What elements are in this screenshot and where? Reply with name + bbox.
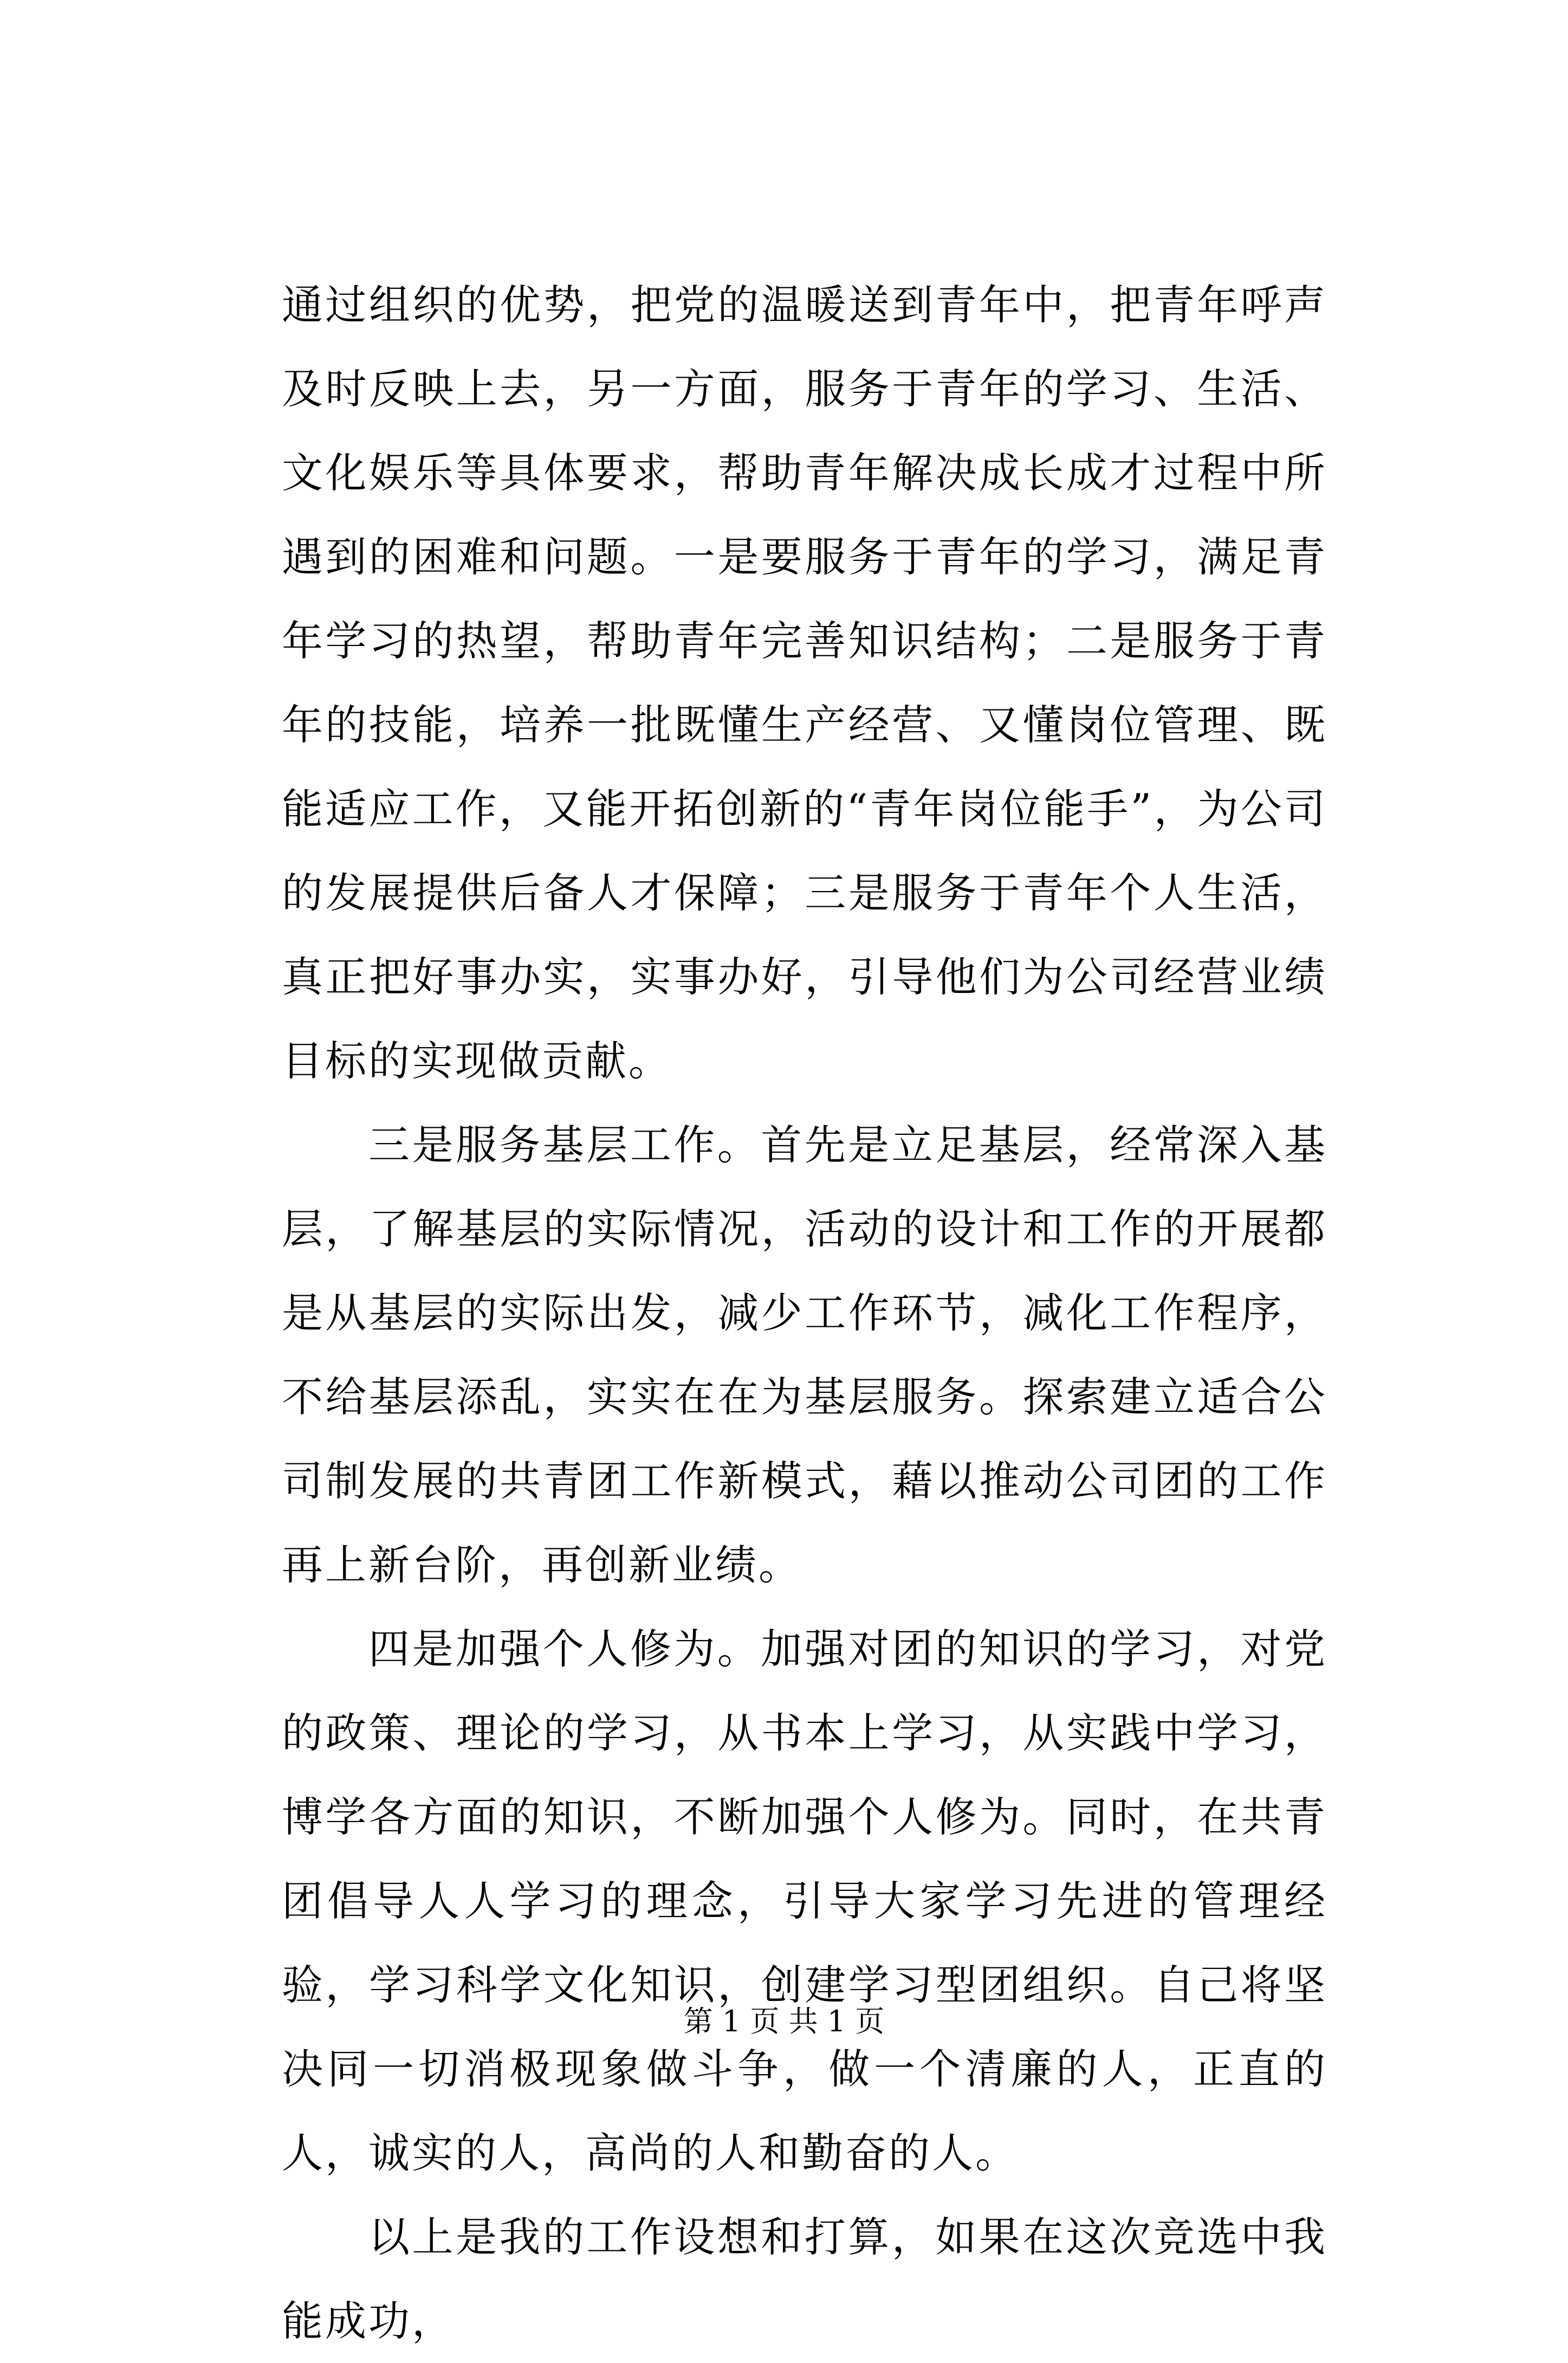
paragraph-4: 以上是我的工作设想和打算，如果在这次竞选中我能成功，	[282, 2213, 1327, 2345]
document-body	[282, 263, 1327, 2363]
paragraph-3: 四是加强个人修为。加强对团的知识的学习，对党的政策、理论的学习，从书本上学习，从实践中学习，博学各方面的知识，不断加强个人修为。同时，在共青团倡导人人学习的理念，引导大家学习先进的管理经验，学习科学文化知识，创建学习型团组织。自己将坚决同一切消极现象做斗争，做一个清廉的人，正直的人，诚实的人，高尚的人和勤奋的人。	[282, 1625, 1327, 2177]
paragraph-2: 三是服务基层工作。首先是立足基层，经常深入基层，了解基层的实际情况，活动的设计和工作的开展都是从基层的实际出发，减少工作环节，减化工作程序，不给基层添乱，实实在在为基层服务。探索建立适合公司制发展的共青团工作新模式，藉以推动公司团的工作再上新台阶，再创新业绩。	[282, 1121, 1327, 1589]
paragraph-1: 通过组织的优势，把党的温暖送到青年中，把青年呼声及时反映上去，另一方面，服务于青年的学习、生活、文化娱乐等具体要求，帮助青年解决成长成才过程中所遇到的困难和问题。一是要服务于青年的学习，满足青年学习的热望，帮助青年完善知识结构；二是服务于青年的技能，培养一批既懂生产经营、又懂岗位管理、既能适应工作，又能开拓创新的“青年岗位能手”，为公司的发展提供后备人才保障；三是服务于青年个人生活，真正把好事办实，实事办好，引导他们为公司经营业绩目标的实现做贡献。	[282, 281, 1327, 1085]
page-number-label: 第 1 页 共 1 页	[683, 2004, 885, 2038]
page-footer	[0, 2000, 1568, 2043]
